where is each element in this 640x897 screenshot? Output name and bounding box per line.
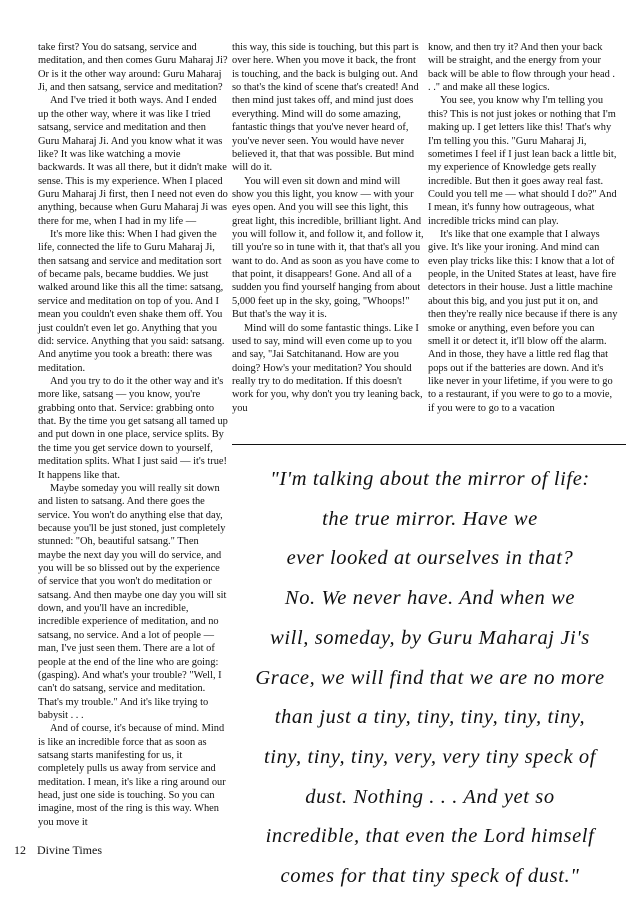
page-footer bbox=[14, 843, 110, 858]
paragraph: You see, you know why I'm telling you this? This is not just jokes or nothing that I'm making up. I get letters like this! That's why I'm telling you this. "Guru Maharaj Ji, sometimes I feel if I just lean back a little bit, my experience of Knowledge gets really incredible. But then it goes away real fast. Could you tell me — what should I do?" And I mean, it's funny how outrageous, what incredible tricks mind can play. bbox=[428, 95, 617, 227]
paragraph: It's like that one example that I always give. It's like your ironing. And mind can even play tricks like this: I know that a lot of people, in the United States at least, have fire detectors in their house. Just a little machine about this big, and you just put it on, and then they're really nice because if there is any smoke or anything, even before you can smell it or detect it, it'll blow off the alarm. And in those, they have a little red flag that pops out if the batteries are down. And it's like never in your lifetime, if you were to go to a restaurant, if you were to go to a movie, if you were to go to a vacation bbox=[428, 229, 618, 414]
paragraph: this way, this side is touching, but this part is over here. When you move it back, the front is touching, and the back is bulging out. And so that's the kind of scene that's created! And then mind just takes off, and mind just does everything. Mind will do some amazing, fantastic things that you've never heard of, you've never seen. You would have never believed it, that that was possible. But mind will do it. bbox=[232, 42, 419, 174]
pull-quote-line: ever looked at ourselves in that? bbox=[286, 547, 574, 570]
paragraph: You will even sit down and mind will show you this light, you know — with your eyes open. And you will see this light, this great light, this incredible, brilliant light. And you will follow it, and follow it, and follow it, till you're so in tune with it, that that's all you want to do. And as soon as you have come to that point, it disappears! Gone. And all of a sudden you find yourself hanging from about 5,000 feet up in the sky, going, "Whoops!" But that's the way it is. bbox=[232, 175, 424, 321]
pull-quote-line: No. We never have. And when we bbox=[284, 587, 576, 610]
pull-quote-line: than just a tiny, tiny, tiny, tiny, tiny, bbox=[274, 706, 586, 729]
paragraph: take first? You do satsang, service and meditation, and then comes Guru Maharaj Ji? Or is it the other way around: Guru Maharaj Ji, and then satsang, service and meditation? bbox=[38, 42, 228, 94]
pull-quote-line: Grace, we will find that we are no more bbox=[255, 666, 605, 689]
paragraph: And of course, it's because of mind. Mind is like an incredible force that as soon as satsang starts manifesting for us, it completely pulls us away from service and meditation. I mean, it's like a ring around our head, just one side is touching. So you can imagine, most of the ring is this way. When you move it bbox=[38, 723, 226, 828]
pull-quote-line: the true mirror. Have we bbox=[322, 507, 538, 530]
article-column-3 bbox=[428, 41, 618, 441]
pull-quote bbox=[234, 460, 626, 888]
pull-quote-line: "I'm talking about the mirror of life: bbox=[270, 468, 590, 490]
paragraph: It's more like this: When I had given the life, connected the life to Guru Maharaj Ji, then satsang and service and meditation sort of became pals, became buddies. We just walked around like this all the time: satsang, service and meditation on top of you. And I mean you couldn't even shake them off. You just couldn't even let go. Anything that you did: service. Anything that you said: satsang. And anytime you took a breath: there was meditation. bbox=[38, 229, 225, 374]
paragraph: Mind will do some fantastic things. Like I used to say, mind will even come up to you and say, "Jai Satchitanand. How are you doing? How's your meditation? You should really try to do meditation. If this doesn't work for you, why don't you try leaning back, you bbox=[232, 322, 423, 414]
paragraph: Maybe someday you will really sit down and listen to satsang. And there goes the service. You won't do anything else that day, because you'll be just stoned, just completely stunned: "Oh, beautiful satsang." Then maybe the next day you will do service, and you will be so blissed out by the experience of service that you won't do meditation or satsang. And then maybe one day you will sit down, and you'll have an incredible, incredible experience of meditation, and no satsang, no service. And a lot of people — man, I've just seen them. There are a lot of people at the end of the line who are going: (gasping). And what's your trouble? "Well, I can't do satsang, service and meditation. That's my trouble." And it's like trying to babysit . . . bbox=[38, 482, 227, 721]
pull-quote-line: incredible, that even the Lord himself bbox=[265, 825, 595, 848]
article-column-1 bbox=[38, 41, 228, 849]
paragraph: And you try to do it the other way and it's more like, satsang — you know, you're grabbing onto that. Service: grabbing onto that. By the time you get satsang all tamed up and put down in one place, service splits. By the time you get service down to yourself, meditation splits. What I just said — it's true! It happens like that. bbox=[38, 375, 228, 481]
pull-quote-line: tiny, tiny, tiny, very, very tiny speck of bbox=[263, 745, 597, 768]
paragraph: And I've tried it both ways. And I ended up the other way, where it was like I tried satsang, service and meditation and then Guru Maharaj Ji. And you know what it was like? It was like watching a movie backwards. It was all there, but it didn't make sense. This is my experience. When I placed Guru Maharaj Ji first, then I need not even do anything, because when Guru Maharaj Ji was there for me, when I had in my life — bbox=[38, 95, 228, 227]
quote-divider-rule bbox=[232, 444, 626, 445]
pull-quote-line: will, someday, by Guru Maharaj Ji's bbox=[270, 626, 590, 649]
pull-quote-line: comes for that tiny speck of dust." bbox=[280, 865, 580, 888]
article-column-2 bbox=[232, 41, 424, 441]
pull-quote-line: dust. Nothing . . . And yet so bbox=[305, 785, 555, 808]
paragraph: know, and then try it? And then your back will be straight, and the energy from your back will be able to flow through your head . . ." and make all these logics. bbox=[428, 42, 615, 94]
publication-name: Divine Times bbox=[37, 843, 103, 857]
page-number: 12 bbox=[14, 843, 26, 857]
